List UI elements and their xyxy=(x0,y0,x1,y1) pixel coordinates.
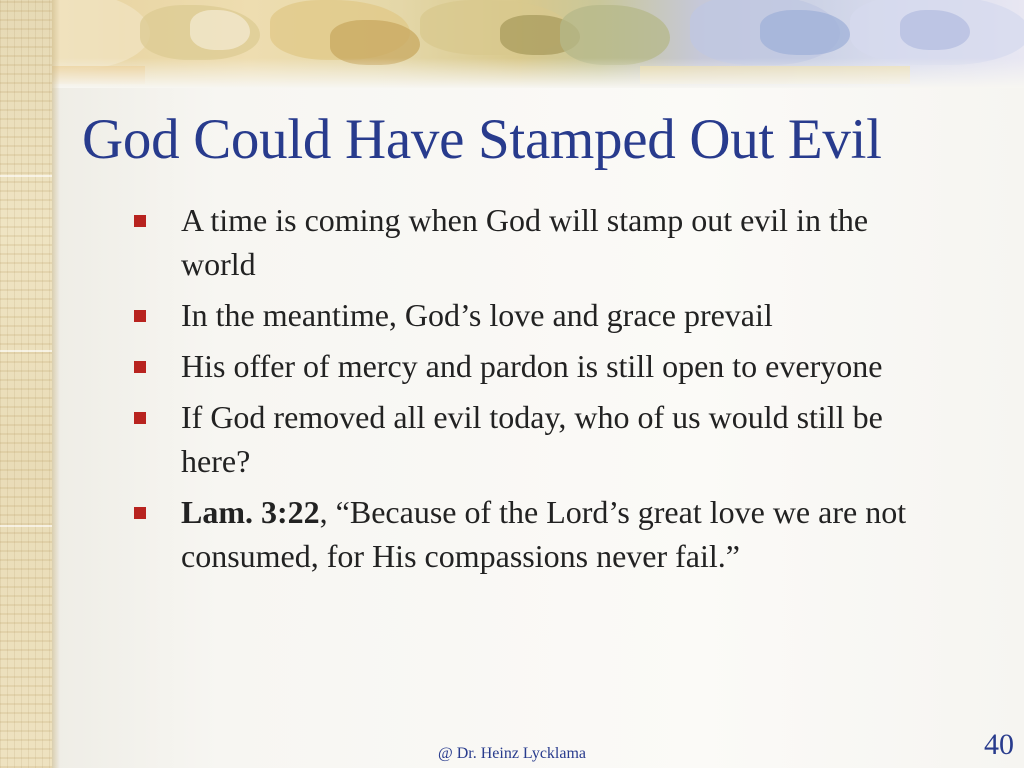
slide-title: God Could Have Stamped Out Evil xyxy=(82,108,882,171)
decorative-left-strip xyxy=(0,0,52,768)
bullet-item xyxy=(130,293,930,337)
left-strip-edge xyxy=(52,0,60,768)
bullet-item xyxy=(130,490,930,578)
bullet-text: If God removed all evil today, who of us would still be here? xyxy=(181,399,883,479)
decorative-banner xyxy=(0,0,1024,88)
scripture-reference: Lam. 3:22 xyxy=(181,494,320,530)
bullet-text: His offer of mercy and pardon is still open to everyone xyxy=(181,348,883,384)
bullet-text: A time is coming when God will stamp out evil in the world xyxy=(181,202,869,282)
scripture-quote: , “Because of the Lord’s great love we are not consumed, for His compassions never fail.” xyxy=(181,494,907,574)
square-bullet-icon xyxy=(134,412,146,424)
bullet-list xyxy=(130,198,930,585)
square-bullet-icon xyxy=(134,310,146,322)
footer-credit: @ Dr. Heinz Lycklama xyxy=(437,745,587,762)
bullet-item xyxy=(130,344,930,388)
square-bullet-icon xyxy=(134,215,146,227)
bullet-text xyxy=(181,490,921,578)
square-bullet-icon xyxy=(134,507,146,519)
bullet-text: In the meantime, God’s love and grace prevail xyxy=(181,297,773,333)
bullet-item xyxy=(130,198,930,286)
square-bullet-icon xyxy=(134,361,146,373)
bullet-item xyxy=(130,395,930,483)
page-number: 40 xyxy=(984,728,1014,761)
